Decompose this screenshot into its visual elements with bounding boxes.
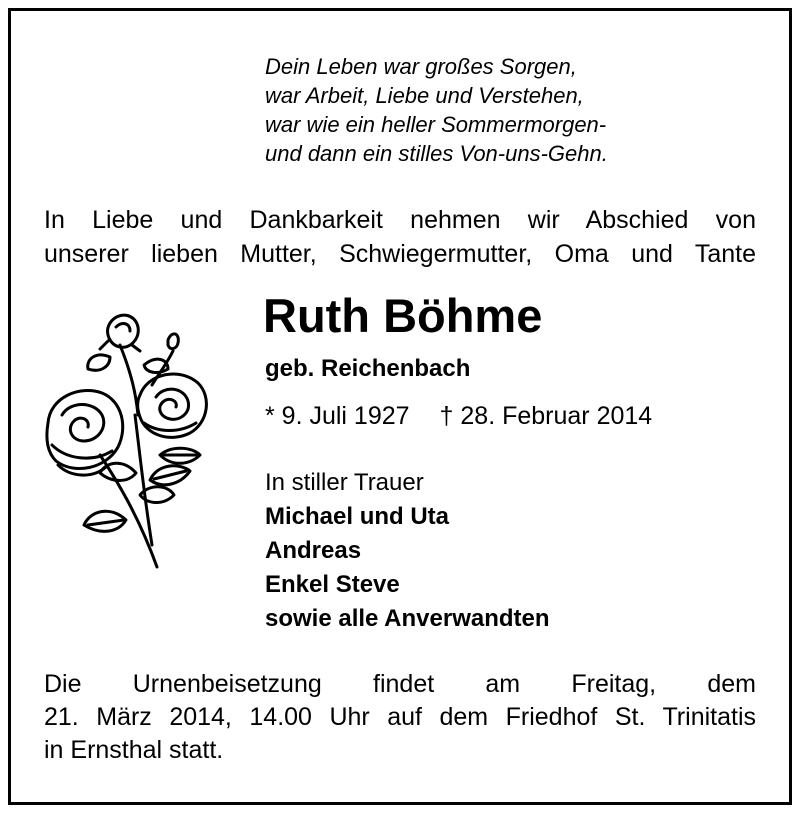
mourners-heading: In stiller Trauer: [265, 469, 424, 496]
birth-date: * 9. Juli 1927: [265, 402, 410, 430]
poem-line: war Arbeit, Liebe und Verstehen,: [265, 83, 584, 108]
burial-line: in Ernsthal statt.: [44, 736, 224, 764]
life-dates: [265, 400, 652, 432]
mourners: [265, 466, 550, 636]
poem: [265, 52, 608, 168]
intro-line: In Liebe und Dankbarkeit nehmen wir Abschied von: [44, 206, 756, 234]
burial-info: [44, 668, 756, 767]
mourner-name: sowie alle Anverwandten: [265, 605, 550, 632]
maiden-name: geb. Reichenbach: [265, 355, 471, 382]
burial-line: 21. März 2014, 14.00 Uhr auf dem Friedhof St. Trinitatis: [44, 703, 756, 731]
deceased-name: Ruth Böhme: [263, 289, 543, 342]
death-date: † 28. Februar 2014: [439, 402, 653, 430]
intro-text: [44, 203, 756, 271]
burial-line: Die Urnenbeisetzung findet am Freitag, dem: [44, 670, 756, 698]
intro-line: unserer lieben Mutter, Schwiegermutter, Oma und Tante: [44, 240, 756, 268]
mourner-name: Enkel Steve: [265, 571, 400, 598]
poem-line: und dann ein stilles Von-uns-Gehn.: [265, 141, 608, 166]
rose-illustration-icon: [40, 305, 215, 575]
poem-line: Dein Leben war großes Sorgen,: [265, 54, 577, 79]
mourner-name: Michael und Uta: [265, 503, 450, 530]
poem-line: war wie ein heller Sommermorgen-: [265, 112, 607, 137]
mourner-name: Andreas: [265, 537, 362, 564]
